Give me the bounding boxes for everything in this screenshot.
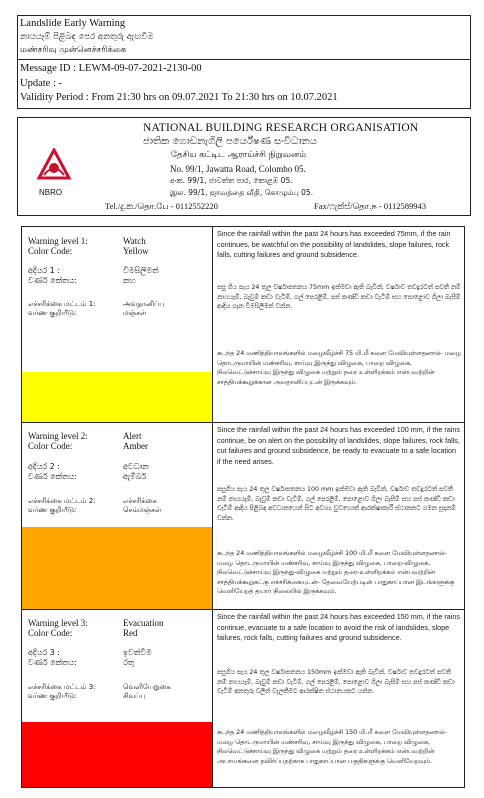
level-2-color-name-si: ඇම්බර් [123, 472, 147, 481]
level-1-color-name-si: කහ [123, 276, 136, 285]
level-1-color-label-en: Color Code: [28, 246, 73, 256]
header-title-en: Landslide Early Warning [20, 18, 126, 29]
level-3-label-si: අදියර 3 : [28, 648, 60, 657]
warning-levels-table [21, 226, 465, 788]
nbro-logo-icon [36, 148, 72, 182]
header-title-si: නායයෑම් පිළිබඳ පෙර අනතුරු ඇඟවීම [20, 32, 154, 42]
level-3-color-label-en: Color Code: [28, 628, 73, 638]
level-1-text-si: පසු ගිය පැය 24 තුල වර්ෂාපතනය 75mm ඉක්මවා ඇති බැවින්, වර්ෂාව තවදුරටත් පවතී නම් නායයෑම්, බෑවුම් කඩා වැටීම්, ගල් පෙරළීම්, පස් කණ්ඩි කඩා වැටීම් සහ පොළොව ගිලා බැසීම් ආදිය ගැන විමසිලිමත් වන්න. [217, 284, 461, 310]
level-3-text-ta: கடந்த 24 மணித்தியாலங்களில் மழைவீழ்ச்சி 150 மி.மீ களை மேவியுள்ளதனால்- மழை தொடருமாயின் மண்சரிவு, சாய்வு இருந்து விழுகை, பாறை விழுகை, நிலவெட்டுச்சாய்வு இருந்து விழுகை மற்றும் தரை உள்ளிறக்கம் என்பவற்றின் அபாயங்களை தவிர்ப்பதற்காக பாதுகாப்பான பகுதிகளுக்கு வெளியேறவும். [217, 729, 447, 765]
level-2-color-name-en: Amber [123, 441, 148, 451]
level-1-text-ta: கடந்த 24 மணித்தியாலங்களில் மழைவீழ்ச்சி 75 மி.மீ களை மேவியுள்ளதனால்- மழை தொடருமாயின் மண்சரிவு, சாய்வு இருந்து விழுகை, பாறை விழுகை, நிலவெட்டுச்சாய்வு இருந்து விழுகை மற்றும் தரை உள்ளிறக்கம் என்பவற்றின் சாத்தியக்கூறுக்கான அவதானிப்புடன் இருக்கவும். [217, 350, 461, 386]
level-1-label-en: Warning level 1: [28, 236, 88, 246]
level-3-color-name-si: රතු [123, 658, 135, 667]
level-2-color-name-ta: செம்மஞ்சள் [123, 506, 162, 514]
message-id: Message ID : LEWM-09-07-2021-2130-00 [20, 63, 202, 74]
level-3-name-en: Evacuation [123, 618, 164, 628]
level-2-label-si: අදියර 2 : [28, 462, 60, 471]
level-3-color-label-ta: வர்ண குறியீடு: [28, 692, 77, 700]
header-title-ta: மண்சரிவு முன்னெச்சரிக்கை [20, 45, 127, 55]
level-1-color-name-ta: மஞ்சள் [123, 309, 147, 317]
logo-caption: NBRO [39, 188, 63, 197]
org-name-en: NATIONAL BUILDING RESEARCH ORGANISATION [143, 122, 419, 134]
validity-period: Validity Period : From 21:30 hrs on 09.07.2021 To 21:30 hrs on 10.07.2021 [20, 92, 338, 103]
level-3-name-ta: வெளியேறுகை [123, 683, 171, 691]
level-1-left-cell [22, 227, 213, 422]
level-1-color-name-en: Yellow [123, 246, 149, 256]
organisation-box [17, 117, 471, 216]
level-3-left-cell [22, 610, 213, 787]
level-1-name-ta: அவதானிப்பு [123, 300, 165, 308]
level-3-label-en: Warning level 3: [28, 618, 88, 628]
level-3-name-si: ඉවත්වීම [123, 648, 152, 657]
level-2-left-cell [22, 423, 213, 609]
level-2-color-label-si: වර්ණ කේතය: [28, 472, 77, 481]
level-3-label-ta: எச்சரிக்கை மட்டம் 3: [28, 683, 96, 691]
level-2-text-ta: கடந்த 24 மணித்தியாலங்களில் மழைவீழ்ச்சி 100 மி.மீ களை மேவியுள்ளதனால்- மழை தொடருமாயின் மண்சரிவு, சாய்வு இருந்து விழுகை, பாறை-விழுகை, நிலவெட்டுச்சாய்வு இருந்து-விழுகை மற்றும் தரை-உள்ளிறக்கம் என்பவற்றின் சாத்தியக்கூறுகட்கு எச்சரிக்கையுடன்- தேவையேற்படின் பாதுகாப்பான இடங்களுக்கு வெளியேறத் தயார் நிலையில் இருக்கவும். [217, 550, 455, 595]
level-1-description-cell [213, 227, 464, 422]
level-3-description-cell [213, 610, 464, 787]
level-2-color-swatch [22, 527, 212, 609]
header-divider [18, 59, 470, 60]
org-name-ta: தேசிய கட்டிட ஆராய்ச்சி நிறுவனம் [171, 150, 306, 160]
org-fax: Fax/ෆැක්ස්/தொ.ந - 0112589943 [314, 201, 427, 211]
level-3-color-label-si: වර්ණ කේතය: [28, 658, 77, 667]
level-2-color-label-en: Color Code: [28, 441, 73, 451]
level-3-color-swatch [22, 722, 212, 787]
level-2-label-ta: எச்சரிக்கை மட்டம் 2: [28, 497, 96, 505]
level-3-color-name-ta: சிவப்பு [123, 692, 146, 700]
level-1-label-si: අදියර 1 : [28, 266, 60, 275]
level-1-name-si: විමසිලිමත් [123, 266, 159, 275]
level-2-name-ta: எச்சரிக்கை [123, 497, 157, 505]
update-text: Update : - [20, 78, 62, 89]
level-2-name-si: අවධාන [123, 462, 149, 471]
level-2-label-en: Warning level 2: [28, 431, 88, 441]
level-2-description-cell [213, 423, 464, 609]
org-address-ta: இல. 99/1, ஜாவத்தை வீதி, கொழும்பு 05. [170, 188, 314, 197]
org-address-si: අංක. 99/1, ජාවත්ත පාර, කොළඹ 05. [170, 176, 293, 185]
level-2-text-si: පසුගිය පැය 24 තුල වර්ෂාපතනය 100 mm ඉක්මවා ඇති බැවින්, වර්ෂාව තවදුරටත් පවතී නම් නායයෑම්, බෑවුම් කඩා වැටීම්, ගල් පෙරළීම්, පොළොව ගිලා බැසීම් සහ පස් කණ්ඩි කඩා වැටීම් ආදිය පිළිබඳ අවධානයෙන් සිට අවශ්‍ය වුවහොත් ආරක්ෂාකාරී ස්ථානකට ගමන සූදානම් වන්න. [217, 486, 456, 522]
level-1-text-en: Since the rainfall within the past 24 hours has exceeded 75mm, if the rain continues, be watchful on the possibility of landslides, slope failures, rock falls, cutting failures and ground subsidence. [217, 229, 451, 259]
level-2-name-en: Alert [123, 431, 142, 441]
warning-header-box [17, 15, 471, 109]
level-1-name-en: Watch [123, 236, 146, 246]
level-3-text-en: Since the rainfall within the past 24 hours has exceeded 150 mm, if the rains continue, evacuate to a safe location to avoid the risk of landslides, slope failures, rock falls, cutting failures and ground subsidence. [217, 612, 460, 642]
level-1-label-ta: எச்சரிக்கை மட்டம் 1: [28, 300, 96, 308]
level-2-text-en: Since the rainfall within the past 24 hours has exceeded 100 mm, if the rains continue, be on alert on the possibility of landslides, slope failures, rock falls, cut failures and ground subsidence, be ready to evacuate to a safe location if the need arises. [217, 425, 460, 466]
level-1-color-swatch [22, 372, 212, 422]
org-address-en: No. 99/1, Jawatta Road, Colombo 05. [170, 164, 306, 174]
level-1-color-label-ta: வர்ண குறியீடு: [28, 309, 77, 317]
level-1-color-label-si: වර්ණ කේතය: [28, 276, 77, 285]
org-telephone: Tel./දු.ක./தொ.பே - 0112552220 [105, 201, 218, 211]
org-name-si: ජාතික ගොඩනැගිලි පර්යේෂණ සංවිධානය [143, 136, 317, 147]
level-3-text-si: පසුගිය පැය 24 තුල වර්ෂාපතනය 150mm ඉක්මවා ඇති බැවින්, වර්ෂාව තවදුරටත් පවතී නම් නායයෑම්, බෑවුම් කඩා වැටීම්, ගල් පෙරළීම්, පොළොව ගිලා බැසීම් සහ පස් කණ්ඩි කඩා වැටීම් අනතුරු වලින් වැලකීමට ආරක්ෂිත ස්ථානයකට යන්න. [217, 669, 455, 695]
level-2-color-label-ta: வர்ண குறியீடு: [28, 506, 77, 514]
level-3-color-name-en: Red [123, 628, 138, 638]
